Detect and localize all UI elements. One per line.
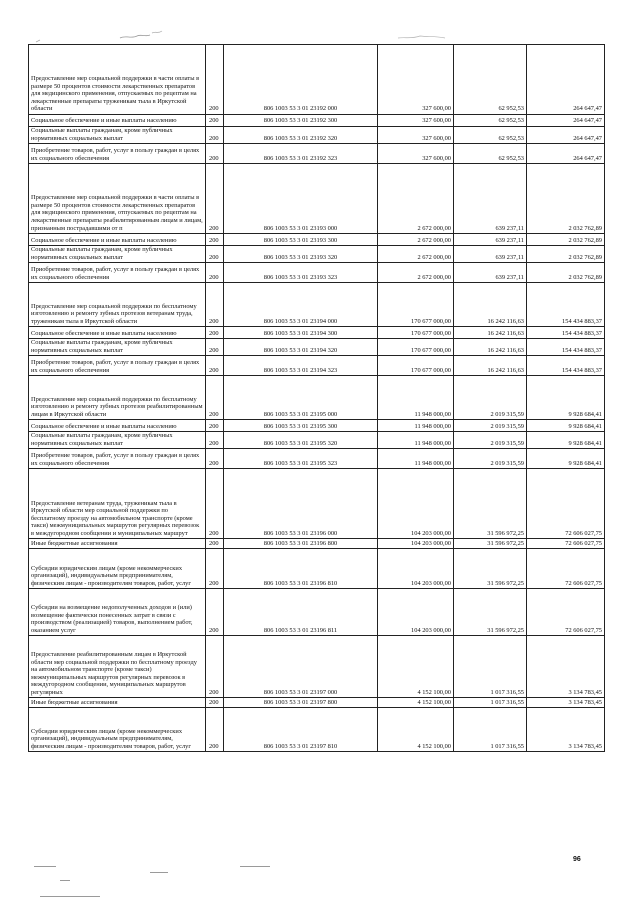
row-kbk-code: 806 1003 53 3 01 23196 810 bbox=[224, 549, 378, 589]
row-approved-amount: 2 672 000,00 bbox=[378, 263, 454, 283]
row-description: Социальные выплаты гражданам, кроме публичных нормативных социальных выплат bbox=[29, 339, 206, 356]
row-executed-amount: 1 017 316,55 bbox=[454, 698, 527, 708]
row-executed-amount: 2 019 315,59 bbox=[454, 449, 527, 469]
table-row bbox=[29, 420, 605, 432]
row-code: 200 bbox=[206, 45, 224, 115]
row-remaining-amount: 264 647,47 bbox=[527, 45, 605, 115]
row-kbk-code: 806 1003 53 3 01 23193 000 bbox=[224, 164, 378, 234]
row-kbk-code: 806 1003 53 3 01 23196 811 bbox=[224, 589, 378, 636]
row-executed-amount: 639 237,11 bbox=[454, 246, 527, 263]
row-approved-amount: 11 948 000,00 bbox=[378, 432, 454, 449]
row-description: Субсидии юридическим лицам (кроме некоммерческих организаций), индивидуальным предпринимателям, физическим лицам - производителям товаров, работ, услуг bbox=[29, 708, 206, 752]
row-kbk-code: 806 1003 53 3 01 23193 323 bbox=[224, 263, 378, 283]
table-row bbox=[29, 45, 605, 115]
row-code: 200 bbox=[206, 283, 224, 327]
row-code: 200 bbox=[206, 698, 224, 708]
budget-execution-table bbox=[28, 44, 605, 752]
row-approved-amount: 104 203 000,00 bbox=[378, 589, 454, 636]
row-remaining-amount: 3 134 783,45 bbox=[527, 698, 605, 708]
row-executed-amount: 16 242 116,63 bbox=[454, 356, 527, 376]
row-description: Социальное обеспечение и иные выплаты населению bbox=[29, 234, 206, 246]
scan-speck bbox=[34, 866, 56, 867]
row-code: 200 bbox=[206, 115, 224, 127]
row-code: 200 bbox=[206, 449, 224, 469]
table-row bbox=[29, 263, 605, 283]
table-row bbox=[29, 376, 605, 420]
row-code: 200 bbox=[206, 339, 224, 356]
row-approved-amount: 170 677 000,00 bbox=[378, 327, 454, 339]
row-description: Предоставление реабилитированным лицам в Иркутской области мер социальной поддержки по бесплатному проезду на автомобильном транспорте (кроме такси) межмуниципальных маршрутов регулярных перевозок в междугородном сообщении, муниципальных маршрутов регулярных bbox=[29, 636, 206, 698]
table-row bbox=[29, 127, 605, 144]
row-executed-amount: 31 596 972,25 bbox=[454, 539, 527, 549]
row-description: Приобретение товаров, работ, услуг в пользу граждан в целях их социального обеспечения bbox=[29, 144, 206, 164]
table-row bbox=[29, 234, 605, 246]
row-executed-amount: 31 596 972,25 bbox=[454, 549, 527, 589]
row-remaining-amount: 72 606 027,75 bbox=[527, 469, 605, 539]
row-kbk-code: 806 1003 53 3 01 23195 000 bbox=[224, 376, 378, 420]
row-remaining-amount: 264 647,47 bbox=[527, 115, 605, 127]
scan-speck bbox=[60, 880, 70, 881]
row-executed-amount: 31 596 972,25 bbox=[454, 589, 527, 636]
row-kbk-code: 806 1003 53 3 01 23194 300 bbox=[224, 327, 378, 339]
row-description: Социальное обеспечение и иные выплаты населению bbox=[29, 327, 206, 339]
row-description: Социальные выплаты гражданам, кроме публичных нормативных социальных выплат bbox=[29, 432, 206, 449]
row-remaining-amount: 154 434 883,37 bbox=[527, 339, 605, 356]
row-kbk-code: 806 1003 53 3 01 23194 323 bbox=[224, 356, 378, 376]
row-approved-amount: 327 600,00 bbox=[378, 127, 454, 144]
row-executed-amount: 62 952,53 bbox=[454, 144, 527, 164]
table-row bbox=[29, 636, 605, 698]
row-approved-amount: 327 600,00 bbox=[378, 144, 454, 164]
row-code: 200 bbox=[206, 708, 224, 752]
row-code: 200 bbox=[206, 469, 224, 539]
row-code: 200 bbox=[206, 589, 224, 636]
row-kbk-code: 806 1003 53 3 01 23195 300 bbox=[224, 420, 378, 432]
scan-artifact-top bbox=[0, 0, 640, 44]
row-executed-amount: 639 237,11 bbox=[454, 164, 527, 234]
row-remaining-amount: 264 647,47 bbox=[527, 144, 605, 164]
row-remaining-amount: 9 928 684,41 bbox=[527, 432, 605, 449]
row-description: Социальные выплаты гражданам, кроме публичных нормативных социальных выплат bbox=[29, 127, 206, 144]
row-approved-amount: 11 948 000,00 bbox=[378, 449, 454, 469]
row-description: Иные бюджетные ассигнования bbox=[29, 698, 206, 708]
scan-speck bbox=[240, 866, 270, 867]
row-remaining-amount: 9 928 684,41 bbox=[527, 376, 605, 420]
row-remaining-amount: 9 928 684,41 bbox=[527, 420, 605, 432]
row-kbk-code: 806 1003 53 3 01 23196 000 bbox=[224, 469, 378, 539]
table-row bbox=[29, 115, 605, 127]
row-remaining-amount: 2 032 762,89 bbox=[527, 164, 605, 234]
row-executed-amount: 2 019 315,59 bbox=[454, 376, 527, 420]
row-code: 200 bbox=[206, 263, 224, 283]
row-code: 200 bbox=[206, 549, 224, 589]
row-executed-amount: 31 596 972,25 bbox=[454, 469, 527, 539]
table-row bbox=[29, 356, 605, 376]
row-code: 200 bbox=[206, 246, 224, 263]
row-description: Приобретение товаров, работ, услуг в пользу граждан в целях их социального обеспечения bbox=[29, 449, 206, 469]
row-remaining-amount: 264 647,47 bbox=[527, 127, 605, 144]
row-kbk-code: 806 1003 53 3 01 23197 800 bbox=[224, 698, 378, 708]
row-executed-amount: 62 952,53 bbox=[454, 127, 527, 144]
row-approved-amount: 4 152 100,00 bbox=[378, 698, 454, 708]
row-remaining-amount: 2 032 762,89 bbox=[527, 263, 605, 283]
row-description: Приобретение товаров, работ, услуг в пользу граждан в целях их социального обеспечения bbox=[29, 356, 206, 376]
table-row bbox=[29, 432, 605, 449]
row-approved-amount: 104 203 000,00 bbox=[378, 469, 454, 539]
row-code: 200 bbox=[206, 144, 224, 164]
row-description: Предоставление ветеранам труда, труженикам тыла в Иркутской области мер социальной поддержки по бесплатному проезду на автомобильном транспорте (кроме такси) межмуниципальных маршрутов регулярных перевозок в междугородном сообщении и муниципальных маршрут bbox=[29, 469, 206, 539]
row-approved-amount: 4 152 100,00 bbox=[378, 708, 454, 752]
row-executed-amount: 16 242 116,63 bbox=[454, 283, 527, 327]
table-row bbox=[29, 246, 605, 263]
table-row bbox=[29, 539, 605, 549]
row-remaining-amount: 72 606 027,75 bbox=[527, 539, 605, 549]
row-approved-amount: 327 600,00 bbox=[378, 115, 454, 127]
row-kbk-code: 806 1003 53 3 01 23195 323 bbox=[224, 449, 378, 469]
row-code: 200 bbox=[206, 636, 224, 698]
row-description: Предоставление мер социальной поддержки в части оплаты в размере 50 процентов стоимости лекарственных препаратов для медицинского применения, отпускаемых по рецептам на лекарственные препараты труженикам тыла в Иркутской области bbox=[29, 45, 206, 115]
row-kbk-code: 806 1003 53 3 01 23196 800 bbox=[224, 539, 378, 549]
row-remaining-amount: 2 032 762,89 bbox=[527, 246, 605, 263]
row-description: Социальное обеспечение и иные выплаты населению bbox=[29, 420, 206, 432]
row-code: 200 bbox=[206, 327, 224, 339]
scan-speck bbox=[40, 896, 100, 897]
row-remaining-amount: 72 606 027,75 bbox=[527, 589, 605, 636]
row-description: Предоставление мер социальной поддержки в части оплаты в размере 50 процентов стоимости лекарственных препаратов для медицинского применения, отпускаемых по рецептам на лекарственные препараты реабилитированным лицам и лицам, признанным пострадавшими от п bbox=[29, 164, 206, 234]
row-description: Субсидии на возмещение недополученных доходов и (или) возмещение фактически понесенных затрат в связи с производством (реализацией) товаров, выполнением работ, оказанием услуг bbox=[29, 589, 206, 636]
row-description: Иные бюджетные ассигнования bbox=[29, 539, 206, 549]
row-code: 200 bbox=[206, 376, 224, 420]
table-row bbox=[29, 469, 605, 539]
row-code: 200 bbox=[206, 164, 224, 234]
table-row bbox=[29, 589, 605, 636]
row-code: 200 bbox=[206, 234, 224, 246]
row-kbk-code: 806 1003 53 3 01 23197 000 bbox=[224, 636, 378, 698]
row-approved-amount: 2 672 000,00 bbox=[378, 164, 454, 234]
row-kbk-code: 806 1003 53 3 01 23194 000 bbox=[224, 283, 378, 327]
row-code: 200 bbox=[206, 539, 224, 549]
row-approved-amount: 104 203 000,00 bbox=[378, 539, 454, 549]
row-executed-amount: 1 017 316,55 bbox=[454, 636, 527, 698]
row-kbk-code: 806 1003 53 3 01 23193 320 bbox=[224, 246, 378, 263]
row-approved-amount: 4 152 100,00 bbox=[378, 636, 454, 698]
row-description: Предоставление мер социальной поддержки по бесплатному изготовлению и ремонту зубных протезов реабилитированным лицам в Иркутской области bbox=[29, 376, 206, 420]
row-kbk-code: 806 1003 53 3 01 23195 320 bbox=[224, 432, 378, 449]
table-row bbox=[29, 339, 605, 356]
table-row bbox=[29, 708, 605, 752]
row-code: 200 bbox=[206, 356, 224, 376]
row-kbk-code: 806 1003 53 3 01 23192 000 bbox=[224, 45, 378, 115]
row-description: Приобретение товаров, работ, услуг в пользу граждан в целях их социального обеспечения bbox=[29, 263, 206, 283]
row-executed-amount: 62 952,53 bbox=[454, 45, 527, 115]
row-kbk-code: 806 1003 53 3 01 23194 320 bbox=[224, 339, 378, 356]
row-approved-amount: 170 677 000,00 bbox=[378, 356, 454, 376]
table-row bbox=[29, 698, 605, 708]
row-approved-amount: 104 203 000,00 bbox=[378, 549, 454, 589]
page-number: 96 bbox=[573, 856, 581, 863]
row-executed-amount: 2 019 315,59 bbox=[454, 432, 527, 449]
row-executed-amount: 1 017 316,55 bbox=[454, 708, 527, 752]
row-remaining-amount: 2 032 762,89 bbox=[527, 234, 605, 246]
table-row bbox=[29, 283, 605, 327]
table-row bbox=[29, 549, 605, 589]
row-approved-amount: 11 948 000,00 bbox=[378, 420, 454, 432]
row-code: 200 bbox=[206, 420, 224, 432]
row-remaining-amount: 154 434 883,37 bbox=[527, 327, 605, 339]
row-executed-amount: 639 237,11 bbox=[454, 234, 527, 246]
row-approved-amount: 11 948 000,00 bbox=[378, 376, 454, 420]
row-executed-amount: 2 019 315,59 bbox=[454, 420, 527, 432]
row-remaining-amount: 154 434 883,37 bbox=[527, 283, 605, 327]
row-approved-amount: 2 672 000,00 bbox=[378, 234, 454, 246]
row-executed-amount: 16 242 116,63 bbox=[454, 339, 527, 356]
row-remaining-amount: 154 434 883,37 bbox=[527, 356, 605, 376]
table-row bbox=[29, 449, 605, 469]
row-approved-amount: 170 677 000,00 bbox=[378, 283, 454, 327]
row-kbk-code: 806 1003 53 3 01 23192 323 bbox=[224, 144, 378, 164]
row-approved-amount: 327 600,00 bbox=[378, 45, 454, 115]
row-kbk-code: 806 1003 53 3 01 23197 810 bbox=[224, 708, 378, 752]
scan-speck bbox=[150, 872, 168, 873]
row-code: 200 bbox=[206, 127, 224, 144]
row-remaining-amount: 9 928 684,41 bbox=[527, 449, 605, 469]
row-kbk-code: 806 1003 53 3 01 23192 300 bbox=[224, 115, 378, 127]
row-executed-amount: 16 242 116,63 bbox=[454, 327, 527, 339]
row-remaining-amount: 3 134 783,45 bbox=[527, 636, 605, 698]
row-description: Предоставление мер социальной поддержки по бесплатному изготовлению и ремонту зубных протезов ветеранам труда, труженикам тыла в Иркутской области bbox=[29, 283, 206, 327]
row-description: Социальные выплаты гражданам, кроме публичных нормативных социальных выплат bbox=[29, 246, 206, 263]
table-row bbox=[29, 144, 605, 164]
table-row bbox=[29, 327, 605, 339]
row-approved-amount: 2 672 000,00 bbox=[378, 246, 454, 263]
row-remaining-amount: 72 606 027,75 bbox=[527, 549, 605, 589]
row-kbk-code: 806 1003 53 3 01 23192 320 bbox=[224, 127, 378, 144]
row-description: Социальное обеспечение и иные выплаты населению bbox=[29, 115, 206, 127]
row-remaining-amount: 3 134 783,45 bbox=[527, 708, 605, 752]
row-executed-amount: 62 952,53 bbox=[454, 115, 527, 127]
row-executed-amount: 639 237,11 bbox=[454, 263, 527, 283]
row-approved-amount: 170 677 000,00 bbox=[378, 339, 454, 356]
row-description: Субсидии юридическим лицам (кроме некоммерческих организаций), индивидуальным предпринимателям, физическим лицам - производителям товаров, работ, услуг bbox=[29, 549, 206, 589]
row-code: 200 bbox=[206, 432, 224, 449]
table-row bbox=[29, 164, 605, 234]
row-kbk-code: 806 1003 53 3 01 23193 300 bbox=[224, 234, 378, 246]
table-body bbox=[29, 45, 605, 752]
